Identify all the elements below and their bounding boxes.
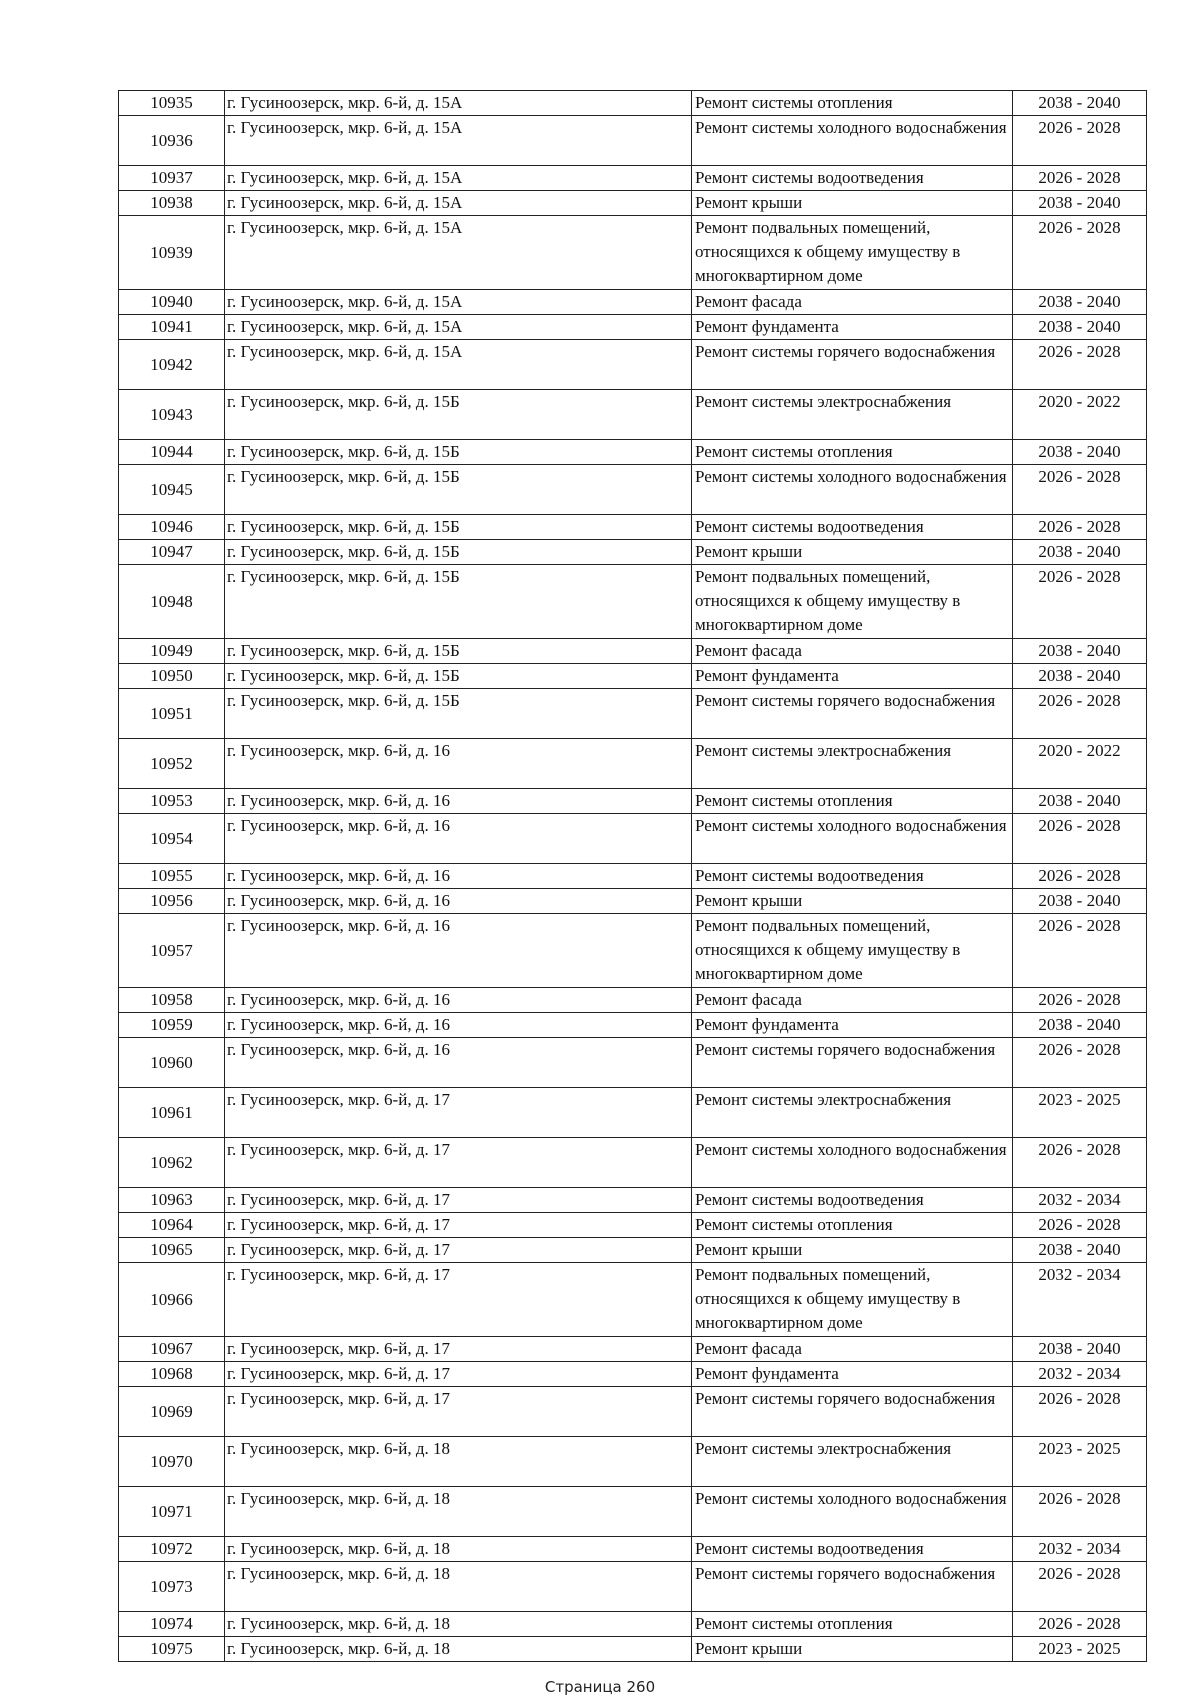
table-row [119, 565, 1147, 639]
work-type-cell: Ремонт системы отопления [692, 1612, 1013, 1637]
period-cell: 2026 - 2028 [1013, 1612, 1147, 1637]
row-number-cell: 10950 [119, 664, 225, 689]
address-cell: г. Гусиноозерск, мкр. 6-й, д. 15Б [225, 689, 692, 739]
work-type-cell: Ремонт фундамента [692, 1013, 1013, 1038]
period-cell: 2026 - 2028 [1013, 988, 1147, 1013]
table-row [119, 1038, 1147, 1088]
period-cell: 2026 - 2028 [1013, 565, 1147, 639]
capital-repair-table [118, 90, 1147, 1662]
work-type-cell: Ремонт фундамента [692, 1362, 1013, 1387]
work-type-cell: Ремонт системы водоотведения [692, 515, 1013, 540]
address-cell: г. Гусиноозерск, мкр. 6-й, д. 16 [225, 889, 692, 914]
period-cell: 2026 - 2028 [1013, 864, 1147, 889]
table-row [119, 440, 1147, 465]
table-row [119, 340, 1147, 390]
table-row [119, 739, 1147, 789]
period-cell: 2032 - 2034 [1013, 1263, 1147, 1337]
row-number-cell: 10953 [119, 789, 225, 814]
row-number-cell: 10957 [119, 914, 225, 988]
work-type-cell: Ремонт системы электроснабжения [692, 390, 1013, 440]
work-type-cell: Ремонт системы водоотведения [692, 1537, 1013, 1562]
work-type-cell: Ремонт системы холодного водоснабжения [692, 116, 1013, 166]
address-cell: г. Гусиноозерск, мкр. 6-й, д. 15А [225, 340, 692, 390]
table-row [119, 390, 1147, 440]
row-number-cell: 10964 [119, 1213, 225, 1238]
row-number-cell: 10966 [119, 1263, 225, 1337]
address-cell: г. Гусиноозерск, мкр. 6-й, д. 15А [225, 91, 692, 116]
row-number-cell: 10952 [119, 739, 225, 789]
work-type-cell: Ремонт крыши [692, 1637, 1013, 1662]
table-row [119, 988, 1147, 1013]
table-row [119, 1612, 1147, 1637]
table-row [119, 639, 1147, 664]
period-cell: 2038 - 2040 [1013, 889, 1147, 914]
row-number-cell: 10956 [119, 889, 225, 914]
period-cell: 2026 - 2028 [1013, 216, 1147, 290]
period-cell: 2023 - 2025 [1013, 1637, 1147, 1662]
work-type-cell: Ремонт подвальных помещений, относящихся к общему имуществу в многоквартирном доме [692, 216, 1013, 290]
work-type-cell: Ремонт фасада [692, 639, 1013, 664]
period-cell: 2026 - 2028 [1013, 914, 1147, 988]
row-number-cell: 10971 [119, 1487, 225, 1537]
work-type-cell: Ремонт системы водоотведения [692, 1188, 1013, 1213]
row-number-cell: 10951 [119, 689, 225, 739]
row-number-cell: 10972 [119, 1537, 225, 1562]
row-number-cell: 10935 [119, 91, 225, 116]
row-number-cell: 10936 [119, 116, 225, 166]
address-cell: г. Гусиноозерск, мкр. 6-й, д. 16 [225, 864, 692, 889]
address-cell: г. Гусиноозерск, мкр. 6-й, д. 17 [225, 1387, 692, 1437]
address-cell: г. Гусиноозерск, мкр. 6-й, д. 16 [225, 1038, 692, 1088]
row-number-cell: 10941 [119, 315, 225, 340]
row-number-cell: 10974 [119, 1612, 225, 1637]
period-cell: 2020 - 2022 [1013, 739, 1147, 789]
table-row [119, 290, 1147, 315]
address-cell: г. Гусиноозерск, мкр. 6-й, д. 17 [225, 1188, 692, 1213]
table-row [119, 789, 1147, 814]
row-number-cell: 10940 [119, 290, 225, 315]
row-number-cell: 10954 [119, 814, 225, 864]
period-cell: 2026 - 2028 [1013, 465, 1147, 515]
address-cell: г. Гусиноозерск, мкр. 6-й, д. 18 [225, 1562, 692, 1612]
work-type-cell: Ремонт фундамента [692, 315, 1013, 340]
address-cell: г. Гусиноозерск, мкр. 6-й, д. 15Б [225, 440, 692, 465]
address-cell: г. Гусиноозерск, мкр. 6-й, д. 18 [225, 1537, 692, 1562]
work-type-cell: Ремонт системы отопления [692, 440, 1013, 465]
address-cell: г. Гусиноозерск, мкр. 6-й, д. 17 [225, 1337, 692, 1362]
address-cell: г. Гусиноозерск, мкр. 6-й, д. 15Б [225, 515, 692, 540]
table-row [119, 1387, 1147, 1437]
work-type-cell: Ремонт системы горячего водоснабжения [692, 1562, 1013, 1612]
period-cell: 2038 - 2040 [1013, 1238, 1147, 1263]
row-number-cell: 10948 [119, 565, 225, 639]
table-body [119, 91, 1147, 1662]
address-cell: г. Гусиноозерск, мкр. 6-й, д. 15А [225, 216, 692, 290]
work-type-cell: Ремонт фасада [692, 988, 1013, 1013]
table-row [119, 664, 1147, 689]
row-number-cell: 10967 [119, 1337, 225, 1362]
address-cell: г. Гусиноозерск, мкр. 6-й, д. 16 [225, 814, 692, 864]
table-row [119, 166, 1147, 191]
work-type-cell: Ремонт подвальных помещений, относящихся к общему имуществу в многоквартирном доме [692, 565, 1013, 639]
row-number-cell: 10949 [119, 639, 225, 664]
period-cell: 2026 - 2028 [1013, 1213, 1147, 1238]
table-row [119, 116, 1147, 166]
table-row [119, 91, 1147, 116]
table-row [119, 465, 1147, 515]
period-cell: 2038 - 2040 [1013, 540, 1147, 565]
work-type-cell: Ремонт подвальных помещений, относящихся к общему имуществу в многоквартирном доме [692, 1263, 1013, 1337]
work-type-cell: Ремонт системы электроснабжения [692, 739, 1013, 789]
period-cell: 2038 - 2040 [1013, 191, 1147, 216]
address-cell: г. Гусиноозерск, мкр. 6-й, д. 18 [225, 1637, 692, 1662]
period-cell: 2020 - 2022 [1013, 390, 1147, 440]
table-row [119, 689, 1147, 739]
address-cell: г. Гусиноозерск, мкр. 6-й, д. 16 [225, 1013, 692, 1038]
period-cell: 2026 - 2028 [1013, 515, 1147, 540]
address-cell: г. Гусиноозерск, мкр. 6-й, д. 17 [225, 1088, 692, 1138]
table-row [119, 1013, 1147, 1038]
period-cell: 2026 - 2028 [1013, 1038, 1147, 1088]
row-number-cell: 10942 [119, 340, 225, 390]
work-type-cell: Ремонт системы отопления [692, 1213, 1013, 1238]
work-type-cell: Ремонт системы водоотведения [692, 166, 1013, 191]
address-cell: г. Гусиноозерск, мкр. 6-й, д. 16 [225, 988, 692, 1013]
period-cell: 2038 - 2040 [1013, 1337, 1147, 1362]
period-cell: 2026 - 2028 [1013, 1138, 1147, 1188]
table-row [119, 1188, 1147, 1213]
table-row [119, 1637, 1147, 1662]
work-type-cell: Ремонт крыши [692, 191, 1013, 216]
row-number-cell: 10958 [119, 988, 225, 1013]
work-type-cell: Ремонт системы горячего водоснабжения [692, 1038, 1013, 1088]
table-row [119, 864, 1147, 889]
work-type-cell: Ремонт фасада [692, 290, 1013, 315]
address-cell: г. Гусиноозерск, мкр. 6-й, д. 17 [225, 1238, 692, 1263]
address-cell: г. Гусиноозерск, мкр. 6-й, д. 15А [225, 315, 692, 340]
period-cell: 2026 - 2028 [1013, 1562, 1147, 1612]
period-cell: 2032 - 2034 [1013, 1188, 1147, 1213]
address-cell: г. Гусиноозерск, мкр. 6-й, д. 15Б [225, 465, 692, 515]
period-cell: 2026 - 2028 [1013, 1487, 1147, 1537]
period-cell: 2023 - 2025 [1013, 1088, 1147, 1138]
row-number-cell: 10960 [119, 1038, 225, 1088]
period-cell: 2026 - 2028 [1013, 166, 1147, 191]
address-cell: г. Гусиноозерск, мкр. 6-й, д. 15Б [225, 639, 692, 664]
table-row [119, 1337, 1147, 1362]
work-type-cell: Ремонт системы электроснабжения [692, 1437, 1013, 1487]
table-row [119, 515, 1147, 540]
table-row [119, 315, 1147, 340]
period-cell: 2038 - 2040 [1013, 91, 1147, 116]
work-type-cell: Ремонт системы холодного водоснабжения [692, 814, 1013, 864]
address-cell: г. Гусиноозерск, мкр. 6-й, д. 17 [225, 1263, 692, 1337]
work-type-cell: Ремонт системы холодного водоснабжения [692, 465, 1013, 515]
table-row [119, 1263, 1147, 1337]
work-type-cell: Ремонт системы электроснабжения [692, 1088, 1013, 1138]
work-type-cell: Ремонт фасада [692, 1337, 1013, 1362]
table-row [119, 191, 1147, 216]
period-cell: 2038 - 2040 [1013, 639, 1147, 664]
period-cell: 2038 - 2040 [1013, 290, 1147, 315]
work-type-cell: Ремонт системы отопления [692, 91, 1013, 116]
table-row [119, 1138, 1147, 1188]
work-type-cell: Ремонт крыши [692, 1238, 1013, 1263]
table-row [119, 1562, 1147, 1612]
work-type-cell: Ремонт системы холодного водоснабжения [692, 1138, 1013, 1188]
row-number-cell: 10937 [119, 166, 225, 191]
row-number-cell: 10945 [119, 465, 225, 515]
work-type-cell: Ремонт крыши [692, 889, 1013, 914]
address-cell: г. Гусиноозерск, мкр. 6-й, д. 15Б [225, 565, 692, 639]
address-cell: г. Гусиноозерск, мкр. 6-й, д. 18 [225, 1612, 692, 1637]
row-number-cell: 10944 [119, 440, 225, 465]
address-cell: г. Гусиноозерск, мкр. 6-й, д. 15Б [225, 390, 692, 440]
table-row [119, 814, 1147, 864]
row-number-cell: 10961 [119, 1088, 225, 1138]
address-cell: г. Гусиноозерск, мкр. 6-й, д. 17 [225, 1138, 692, 1188]
period-cell: 2038 - 2040 [1013, 440, 1147, 465]
row-number-cell: 10969 [119, 1387, 225, 1437]
period-cell: 2038 - 2040 [1013, 1013, 1147, 1038]
table-row [119, 1537, 1147, 1562]
row-number-cell: 10965 [119, 1238, 225, 1263]
address-cell: г. Гусиноозерск, мкр. 6-й, д. 16 [225, 739, 692, 789]
period-cell: 2038 - 2040 [1013, 664, 1147, 689]
address-cell: г. Гусиноозерск, мкр. 6-й, д. 16 [225, 914, 692, 988]
period-cell: 2026 - 2028 [1013, 340, 1147, 390]
address-cell: г. Гусиноозерск, мкр. 6-й, д. 15А [225, 166, 692, 191]
page-number: Страница 260 [544, 1678, 656, 1696]
work-type-cell: Ремонт системы горячего водоснабжения [692, 689, 1013, 739]
address-cell: г. Гусиноозерск, мкр. 6-й, д. 17 [225, 1362, 692, 1387]
address-cell: г. Гусиноозерск, мкр. 6-й, д. 17 [225, 1213, 692, 1238]
work-type-cell: Ремонт системы отопления [692, 789, 1013, 814]
row-number-cell: 10975 [119, 1637, 225, 1662]
table-row [119, 1088, 1147, 1138]
table-row [119, 1437, 1147, 1487]
work-type-cell: Ремонт крыши [692, 540, 1013, 565]
table-row [119, 889, 1147, 914]
address-cell: г. Гусиноозерск, мкр. 6-й, д. 15А [225, 290, 692, 315]
row-number-cell: 10955 [119, 864, 225, 889]
period-cell: 2038 - 2040 [1013, 315, 1147, 340]
address-cell: г. Гусиноозерск, мкр. 6-й, д. 15Б [225, 540, 692, 565]
period-cell: 2026 - 2028 [1013, 814, 1147, 864]
work-type-cell: Ремонт подвальных помещений, относящихся к общему имуществу в многоквартирном доме [692, 914, 1013, 988]
work-type-cell: Ремонт системы холодного водоснабжения [692, 1487, 1013, 1537]
row-number-cell: 10939 [119, 216, 225, 290]
address-cell: г. Гусиноозерск, мкр. 6-й, д. 18 [225, 1437, 692, 1487]
row-number-cell: 10946 [119, 515, 225, 540]
period-cell: 2026 - 2028 [1013, 116, 1147, 166]
row-number-cell: 10947 [119, 540, 225, 565]
row-number-cell: 10968 [119, 1362, 225, 1387]
address-cell: г. Гусиноозерск, мкр. 6-й, д. 16 [225, 789, 692, 814]
period-cell: 2026 - 2028 [1013, 689, 1147, 739]
period-cell: 2023 - 2025 [1013, 1437, 1147, 1487]
row-number-cell: 10938 [119, 191, 225, 216]
address-cell: г. Гусиноозерск, мкр. 6-й, д. 18 [225, 1487, 692, 1537]
address-cell: г. Гусиноозерск, мкр. 6-й, д. 15А [225, 191, 692, 216]
work-type-cell: Ремонт системы горячего водоснабжения [692, 1387, 1013, 1437]
table-row [119, 1362, 1147, 1387]
row-number-cell: 10943 [119, 390, 225, 440]
period-cell: 2038 - 2040 [1013, 789, 1147, 814]
period-cell: 2026 - 2028 [1013, 1387, 1147, 1437]
row-number-cell: 10962 [119, 1138, 225, 1188]
table-row [119, 1238, 1147, 1263]
address-cell: г. Гусиноозерск, мкр. 6-й, д. 15А [225, 116, 692, 166]
period-cell: 2032 - 2034 [1013, 1362, 1147, 1387]
row-number-cell: 10959 [119, 1013, 225, 1038]
row-number-cell: 10973 [119, 1562, 225, 1612]
row-number-cell: 10970 [119, 1437, 225, 1487]
address-cell: г. Гусиноозерск, мкр. 6-й, д. 15Б [225, 664, 692, 689]
table-row [119, 540, 1147, 565]
work-type-cell: Ремонт системы водоотведения [692, 864, 1013, 889]
work-type-cell: Ремонт фундамента [692, 664, 1013, 689]
table-row [119, 914, 1147, 988]
table-row [119, 216, 1147, 290]
period-cell: 2032 - 2034 [1013, 1537, 1147, 1562]
table-row [119, 1213, 1147, 1238]
table-row [119, 1487, 1147, 1537]
work-type-cell: Ремонт системы горячего водоснабжения [692, 340, 1013, 390]
row-number-cell: 10963 [119, 1188, 225, 1213]
